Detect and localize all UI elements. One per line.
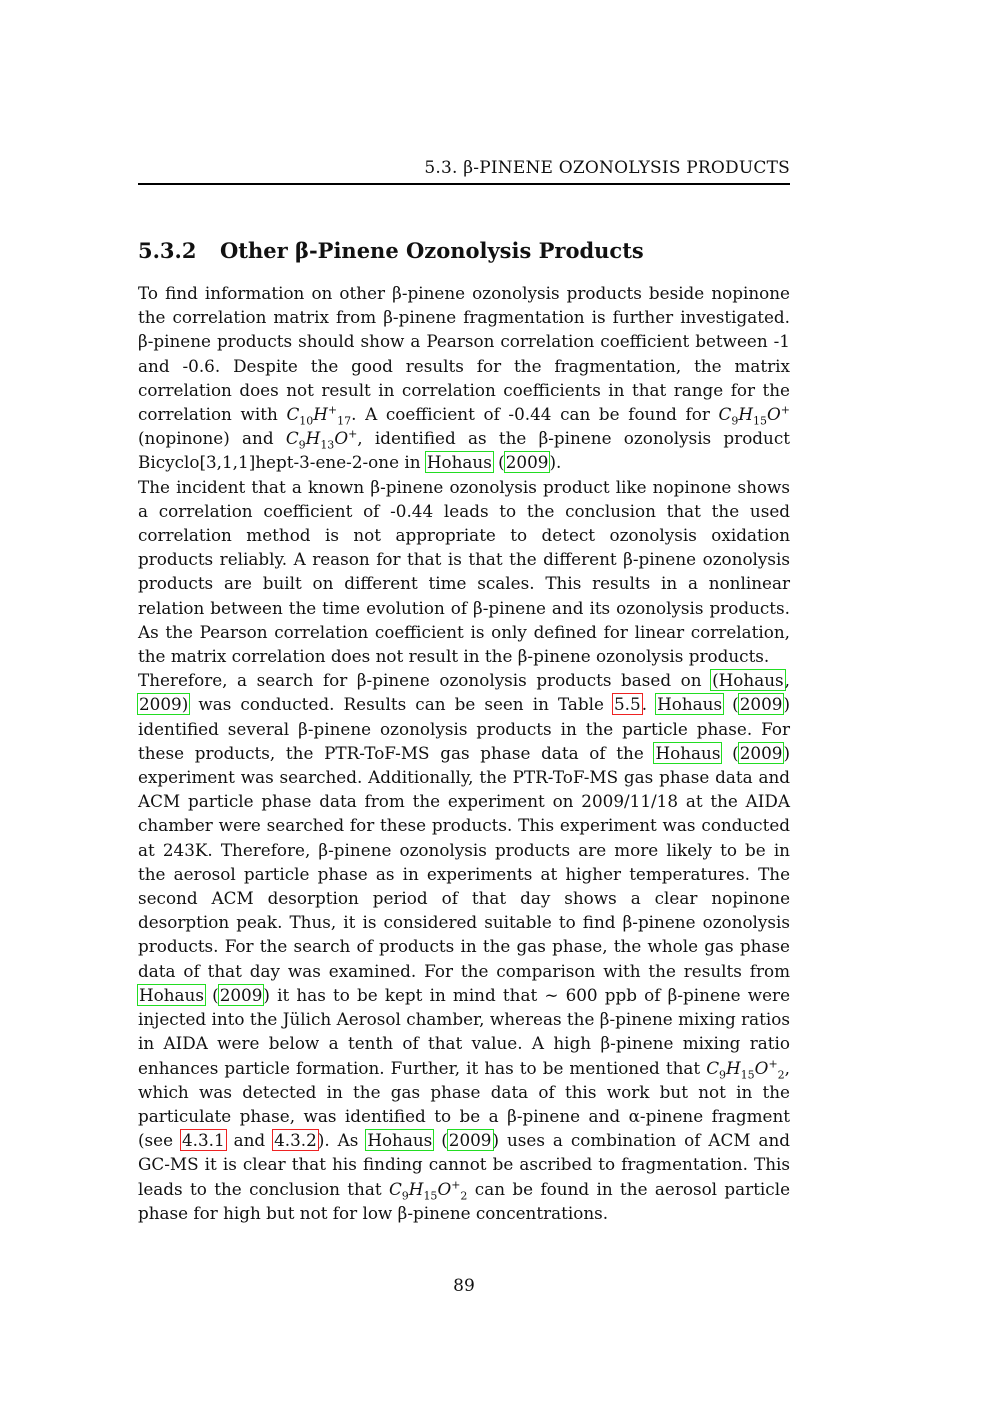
formula-symbol: C	[706, 1057, 720, 1078]
text-run: ) uses a combination of ACM and GC-MS it is clear that his finding cannot be ascribed to fragmentation. This leads to the conclusion that	[138, 1130, 791, 1199]
text-run: (	[723, 694, 739, 715]
citation-link[interactable]: (Hohaus	[712, 670, 784, 691]
citation-year-link[interactable]: 2009	[219, 984, 263, 1005]
formula-c9h15o	[718, 403, 790, 428]
text-run: (	[492, 452, 505, 473]
formula-c10h17	[286, 403, 352, 428]
formula-subscript: 9	[719, 1067, 727, 1081]
paragraph-1	[138, 281, 790, 475]
formula-symbol: C	[285, 428, 299, 449]
paragraph-2: The incident that a known β-pinene ozonolysis product like nopinone shows a correlation coefficient of -0.44 leads to the conclusion that the used correlation method is not appropriate to detect ozonolysis oxidation products reliably. A reason for that is that the different β-pinene ozonolysis products are built on different time scales. This results in a nonlinear relation between the time evolution of β-pinene and its ozonolysis products. As the Pearson correlation coefficient is only defined for linear correlation, the matrix correlation does not result in the β-pinene ozonolysis products.	[138, 476, 790, 667]
formula-symbol: O	[767, 404, 781, 425]
formula-subscript: 2	[460, 1188, 468, 1202]
formula-subscript: 15	[753, 414, 768, 428]
formula-superscript: +	[451, 1177, 461, 1191]
formula-subscript: 10	[299, 414, 314, 428]
formula-symbol: H	[408, 1178, 424, 1199]
text-run: ). As	[317, 1130, 367, 1151]
text-run: ,	[784, 670, 790, 691]
formula-superscript: +	[780, 403, 790, 417]
citation-link[interactable]: Hohaus	[426, 452, 492, 473]
formula-subscript: 2	[777, 1067, 785, 1081]
formula-symbol: H	[313, 404, 328, 425]
formula-symbol: H	[738, 404, 754, 425]
text-run: , which was detected in the gas phase data of this work but not in the particulate phase, was identified to be a β-pinene and α-pinene fragment (see	[138, 1057, 790, 1151]
formula-subscript: 17	[337, 414, 352, 428]
section-ref-link[interactable]: 4.3.1	[181, 1130, 225, 1151]
formula-subscript: 9	[731, 414, 739, 428]
section-number: 5.3.2	[138, 238, 197, 263]
section-title: Other β-Pinene Ozonolysis Products	[220, 238, 644, 263]
formula-superscript: +	[348, 427, 358, 441]
text-run: (	[721, 742, 739, 763]
formula-c9h13o	[285, 427, 358, 452]
formula-c9h15o2	[388, 1177, 468, 1202]
formula-symbol: O	[437, 1178, 452, 1199]
formula-superscript: +	[768, 1056, 778, 1070]
citation-link[interactable]: Hohaus	[367, 1130, 433, 1151]
text-run: Therefore, a search for β-pinene ozonolysis products based on	[138, 670, 712, 691]
text-run: ).	[549, 452, 562, 473]
paragraph-3	[138, 668, 790, 1225]
text-run: ) it has to be kept in mind that ∼ 600 ppb of β-pinene were injected into the Jülich Aerosol chamber, whereas the β-pinene mixing ratios in AIDA were below a tenth of that value. A high β-pinene mixing ratio enhances particle formation. Further, it has to be mentioned that	[138, 984, 790, 1078]
text-run: can be found in the aerosol particle phase for high but not for low β-pinene concentrations.	[138, 1178, 790, 1223]
formula-symbol: C	[388, 1178, 402, 1199]
table-ref-link[interactable]: 5.5	[613, 694, 641, 715]
text-run: (	[204, 984, 219, 1005]
formula-symbol: H	[726, 1057, 741, 1078]
text-run: ) identified several β-pinene ozonolysis products in the particle phase. For these products, the PTR-ToF-MS gas phase data of the	[138, 694, 791, 763]
body-text	[138, 281, 790, 1225]
text-run: (	[433, 1130, 448, 1151]
formula-symbol: H	[305, 428, 321, 449]
section-ref-link[interactable]: 4.3.2	[274, 1130, 317, 1151]
text-run: , identified as the β-pinene ozonolysis product Bicyclo[3,1,1]hept-3-ene-2-one in	[138, 428, 790, 473]
formula-symbol: O	[334, 428, 349, 449]
formula-subscript: 9	[298, 438, 306, 452]
running-header: 5.3. β-PINENE OZONOLYSIS PRODUCTS	[424, 158, 790, 178]
formula-subscript: 9	[401, 1188, 409, 1202]
formula-subscript: 15	[423, 1188, 438, 1202]
citation-year-link[interactable]: 2009	[739, 694, 783, 715]
citation-year-link[interactable]: 2009	[448, 1130, 492, 1151]
formula-subscript: 13	[320, 438, 335, 452]
citation-year-link[interactable]: 2009	[739, 742, 783, 763]
formula-symbol: C	[718, 404, 732, 425]
text-run: . A coefficient of -0.44 can be found for	[351, 404, 719, 425]
section-heading	[138, 238, 790, 263]
citation-link[interactable]: Hohaus	[657, 694, 723, 715]
formula-symbol: C	[286, 404, 300, 425]
citation-year-link[interactable]: 2009)	[139, 694, 189, 715]
text-run: ) experiment was searched. Additionally, the PTR-ToF-MS gas phase data and ACM particle phase data from the experiment on 2009/11/18 at the AIDA chamber were searched for these products. This experiment was conducted at 243K. Therefore, β-pinene ozonolysis products are more likely to be in the aerosol particle phase as in experiments at higher temperatures. The second ACM desorption period of that day shows a clear nopinone desorption peak. Thus, it is considered suitable to find β-pinene ozonolysis products. For the search of products in the gas phase, the whole gas phase data of that day was examined. For the comparison with the results from	[138, 742, 790, 981]
formula-subscript: 15	[740, 1067, 755, 1081]
text-run: To find information on other β-pinene ozonolysis products beside nopinone the correlation matrix from β-pinene fragmentation is further investigated. β-pinene products should show a Pearson correlation coefficient between -1 and -0.6. Despite the good results for the fragmentation, the matrix correlation does not result in correlation coefficients in that range for the correlation with	[138, 283, 790, 425]
formula-superscript: +	[327, 403, 338, 417]
text-run: was conducted. Results can be seen in Table	[189, 694, 613, 715]
citation-year-link[interactable]: 2009	[505, 452, 549, 473]
formula-symbol: O	[754, 1057, 769, 1078]
citation-link[interactable]: Hohaus	[139, 984, 204, 1005]
formula-c9h15o2	[706, 1056, 785, 1081]
text-run: .	[641, 694, 657, 715]
text-run: (nopinone) and	[138, 428, 286, 449]
header-rule	[138, 183, 790, 185]
text-run: and	[225, 1130, 274, 1151]
page-number: 89	[453, 1276, 475, 1296]
citation-link[interactable]: Hohaus	[655, 742, 721, 763]
